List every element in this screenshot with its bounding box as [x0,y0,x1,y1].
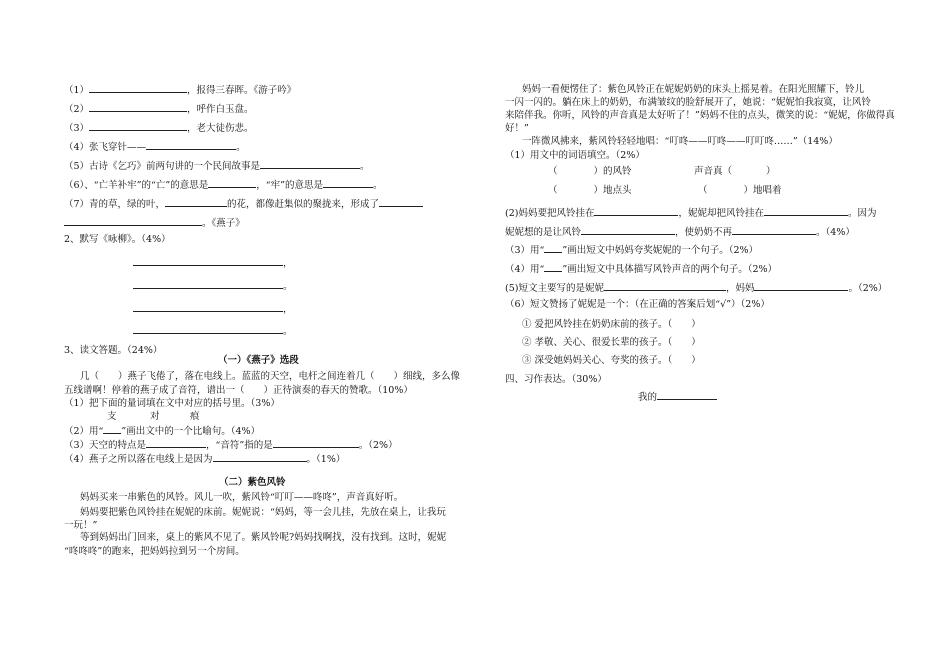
paren: ） [766,166,776,177]
poem-line-4 [133,324,293,337]
paren: ） [743,185,754,196]
fill-2 [64,102,254,115]
fill-7-prefix: （7）青的草，绿的叶， [64,199,166,210]
blank[interactable] [764,206,848,216]
blank[interactable] [133,302,283,312]
question-2-line-2 [505,225,855,238]
section-1-q1: （1）把下面的量词填在文中对应的括号里。（3%） [64,398,280,409]
paren: （ [698,185,708,196]
option-2[interactable]: ② 孝敬、关心、很爱长辈的孩子。（ ） [522,337,701,348]
q-suffix: ”画出短文中妈妈夸奖妮妮的一个句子。（2%） [562,245,759,256]
q-suffix: 。（1%） [306,454,346,465]
paren: ） [593,185,604,196]
blank[interactable] [89,102,187,112]
poem-punct: ， [283,304,293,315]
option-3[interactable]: ③ 深受她妈妈关心、夸奖的孩子。（ ） [522,355,701,366]
q3-heading: 3、读文答题。（24%） [64,345,163,356]
blank[interactable] [146,438,206,448]
q-middle: ，“音符”指的是 [206,440,273,451]
fill-8-suffix: 。《燕子》 [202,218,245,229]
q2-heading: 2、默写《咏柳》。（4%） [64,234,171,245]
fill-1-suffix: ，报得三春晖。《游子吟》 [187,85,297,96]
q-middle: ，妮妮却把风铃挂在 [678,208,764,219]
essay-title [638,390,717,403]
fill-2-suffix: ，呼作白玉盘。 [187,104,254,115]
q-prefix: （4）燕子之所以落在电线上是因为 [64,454,213,465]
fill-paren-2 [694,167,776,177]
blank[interactable] [604,281,726,291]
blank[interactable] [64,216,202,226]
underline-sample [544,243,562,253]
section-2-paragraph-line-5: “咚咚咚”的跑来，把妈妈拉到另一个房间。 [64,546,245,557]
fill-5-prefix: （5）古诗《乞巧》前两句讲的一个民间故事是 [64,161,261,172]
q-prefix: (5)短文主要写的是妮妮 [505,283,604,294]
blank[interactable] [323,178,373,188]
fill-8 [64,216,245,229]
section-1-paragraph-line-2: 五线谱啊！停着的燕子成了音符，谱出一（ ）正待演奏的春天的赞歌。（10%） [64,385,413,396]
fill-text: 声音真（ [694,166,733,177]
paren: ） [593,166,604,177]
fill-3-prefix: （3） [64,123,90,134]
blank[interactable] [273,438,359,448]
q-suffix: ”画出文中的一个比喻句。（4%） [121,426,261,437]
fill-4-suffix: 。 [236,142,246,153]
fill-4 [64,140,246,153]
fill-6-suffix: 。 [372,180,383,191]
fill-6-prefix: （6）、“亡羊补牢”的“亡”的意思是 [64,180,209,191]
q-middle: ，使奶奶不再 [675,227,733,238]
section-1-q2 [64,424,260,437]
blank[interactable] [581,225,675,235]
q-prefix: （3）天空的特点是 [64,440,147,451]
section-1-paragraph-line-1: 几（ ）燕子飞倦了，落在电线上。蓝蓝的天空，电杆之间连着几（ ）细线，多么像 [80,371,461,382]
fill-1 [64,83,296,96]
q-suffix: ”画出短文中具体描写风铃声音的两个句子。（2%） [562,264,778,275]
q-prefix: （4）用“ [505,264,545,275]
blank[interactable] [260,159,360,169]
q-suffix: 。（4%） [816,227,855,238]
fill-7 [64,197,423,210]
question-2-line-1 [505,206,877,219]
fill-text: 地唱着 [753,185,782,196]
q-suffix: 。（2%） [358,440,398,451]
section-2-paragraph-line-1: 妈妈买来一串紫色的风铃。风儿一吹，紫风铃“叮叮——咚咚”，声音真好听。 [80,492,404,503]
story-line-2: 一闪一闪的。躺在床上的奶奶，布满皱纹的脸舒展开了，她说：“妮妮怕我寂寞，让风铃 [505,97,871,108]
section-2-paragraph-line-3: 一玩！” [64,520,98,531]
poem-line-2 [133,279,293,292]
paren: （ [548,185,558,196]
blank[interactable] [146,140,236,150]
poem-punct: 。 [283,326,293,337]
blank[interactable] [89,83,187,93]
fill-text: 的风铃 [603,166,632,177]
blank[interactable] [594,206,678,216]
blank[interactable] [213,452,307,462]
blank[interactable] [133,279,283,289]
essay-prefix: 我的 [638,392,658,403]
measure-word-3: 痕 [190,411,200,422]
poem-punct: 。 [283,281,293,292]
q-prefix: (2)妈妈要把风铃挂在 [505,208,595,219]
fill-4-prefix: （4）张飞穿针—— [64,142,147,153]
section-1-title: （一）《燕子》选段 [218,355,299,366]
section-2-paragraph-line-2: 妈妈要把紫色风铃挂在妮妮的床前。妮妮说：“妈妈，等一会儿挂，先放在桌上，让我玩 [80,507,446,518]
story-line-5: 一阵微风拂来，紫风铃轻轻地唱：“叮咚——叮咚——叮叮咚……”（14%） [522,136,838,147]
q-suffix: 。因为 [847,208,877,219]
q-suffix: 。（2%） [848,283,888,294]
question-3 [505,243,758,256]
section-4-heading: 四、习作表达。（30%） [505,374,607,385]
option-1[interactable]: ① 爱把风铃挂在奶奶床前的孩子。（ ） [522,319,701,330]
fill-3-suffix: ，老大徒伤悲。 [187,123,254,134]
section-2-paragraph-line-4: 等到妈妈出门回来，桌上的紫风不见了。紫风铃呢?妈妈找啊找，没有找到。这时，妮妮 [80,532,447,543]
blank[interactable] [732,225,816,235]
underline-sample [544,262,562,272]
question-5 [505,281,887,294]
fill-text: 地点头 [603,185,632,196]
paren: （ [548,166,558,177]
blank[interactable] [89,121,187,131]
q-middle: ，妈妈 [725,283,755,294]
measure-word-1: 支 [107,411,117,422]
underline-sample [103,424,121,434]
blank[interactable] [208,178,256,188]
fill-7-middle: 的花，都像赶集似的聚拢来，形成了 [227,199,380,210]
fill-3 [64,121,254,134]
fill-paren-4 [698,186,782,196]
story-line-3: 来陪伴我。你听，风铃的声音真是太好听了！”妈妈不住的点头，微笑的说：“妮妮，你做得真 [505,110,895,121]
story-line-1: 妈妈一看便愣住了：紫色风铃正在妮妮奶奶的床头上摇晃着。在阳光照耀下，铃儿 [522,84,865,95]
blank[interactable] [133,256,283,266]
story-line-4: 好！” [505,123,529,134]
fill-6-middle: ，“牢”的意思是 [256,180,323,191]
poem-punct: ， [283,258,293,269]
blank[interactable] [657,390,717,400]
section-1-q3 [64,438,398,451]
q-prefix: （3）用“ [505,245,545,256]
fill-5 [64,159,370,172]
q-prefix: 妮妮想的是让风铃 [505,227,582,238]
section-2-title: （二）紫色风铃 [219,477,286,488]
poem-line-3 [133,302,293,315]
blank[interactable] [754,281,848,291]
poem-line-1 [133,256,293,269]
blank[interactable] [379,197,423,207]
section-1-q4 [64,452,345,465]
fill-paren-1 [548,167,632,177]
fill-5-suffix: 。 [360,161,370,172]
fill-2-prefix: （2） [64,104,90,115]
blank[interactable] [133,324,283,334]
question-6: （6）短文赞扬了妮妮是一个：（在正确的答案后划“√”）（2%） [505,299,770,310]
blank[interactable] [165,197,227,207]
question-1: （1）用文中的词语填空。（2%） [505,150,645,161]
measure-word-2: 对 [150,411,160,422]
fill-1-prefix: （1） [64,85,90,96]
fill-paren-3 [548,186,632,196]
fill-6 [64,178,382,191]
question-4 [505,262,777,275]
q-prefix: （2）用“ [64,426,104,437]
